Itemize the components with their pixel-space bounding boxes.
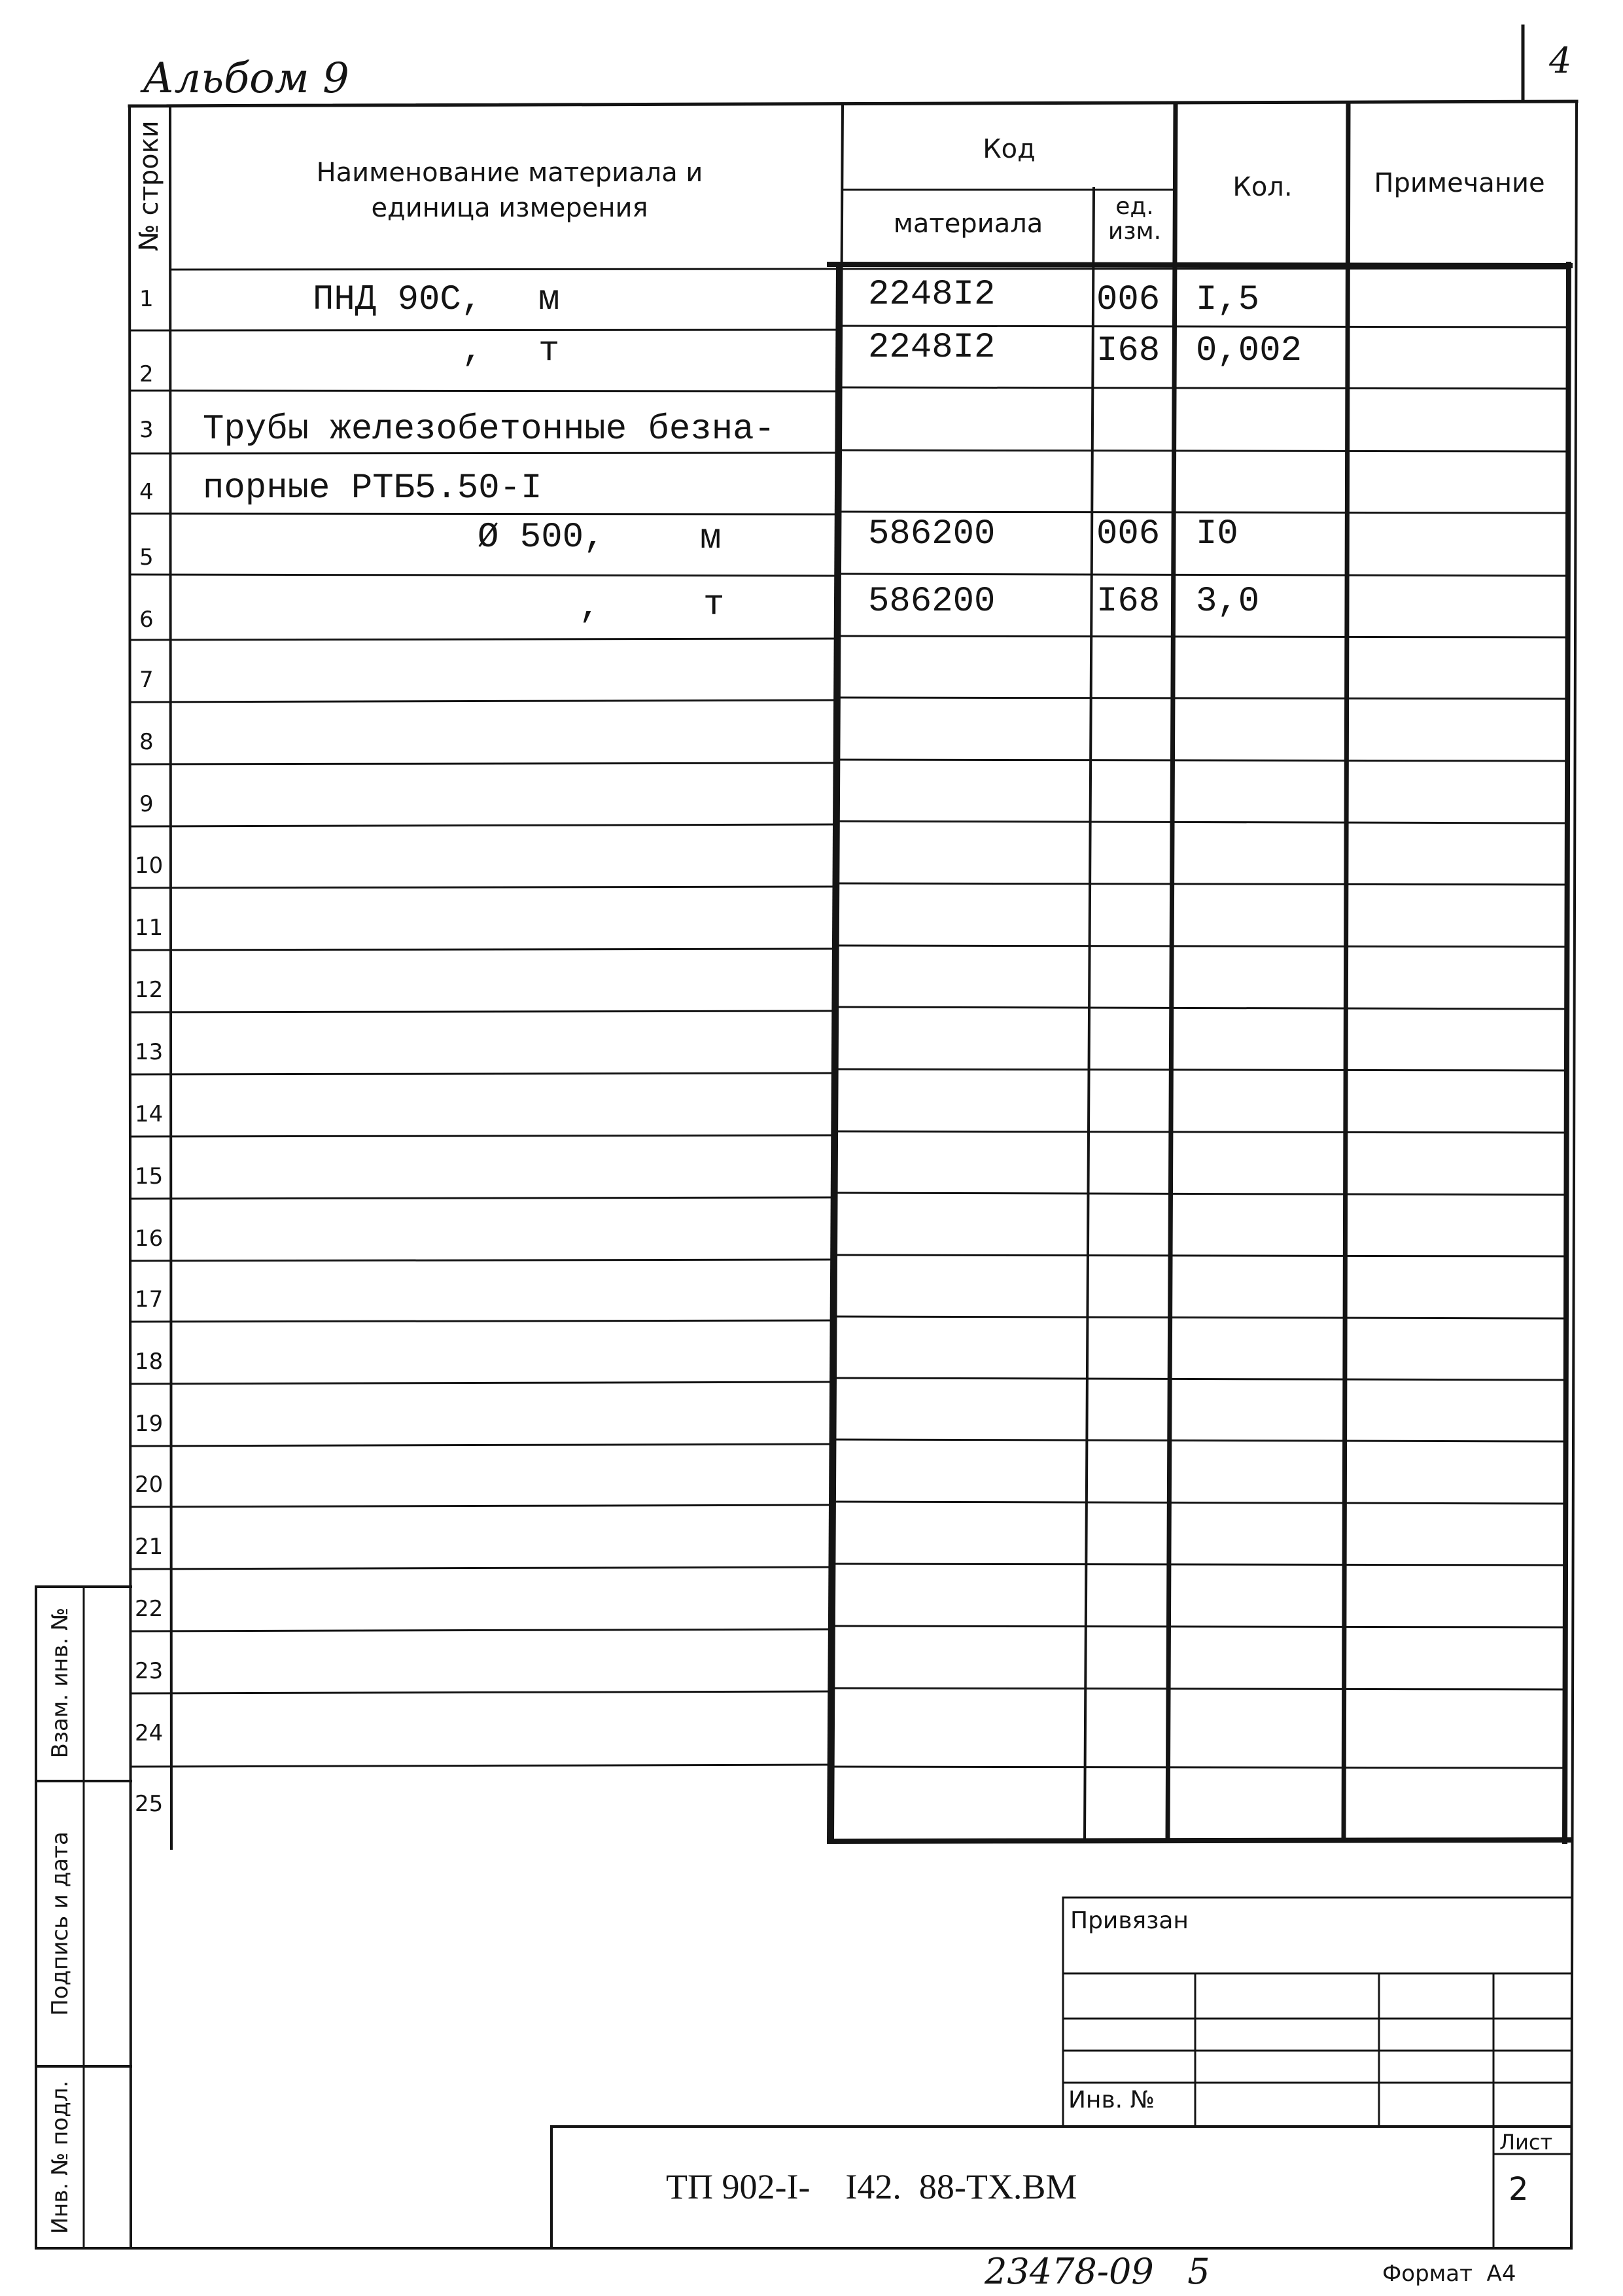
row-number: 3	[139, 417, 154, 443]
row-number: 23	[135, 1658, 164, 1684]
privyazan-label: Привязан	[1070, 1907, 1189, 1934]
row-4-name: порные РТБ5.50-I	[203, 468, 542, 508]
sheet-label: Лист	[1499, 2130, 1553, 2155]
row-number: 13	[135, 1039, 164, 1065]
row-number: 6	[139, 607, 154, 633]
row-1-material-code: 2248I2	[868, 275, 996, 315]
header-code-group: Код	[983, 134, 1036, 164]
row-number: 25	[135, 1791, 164, 1817]
row-number: 8	[139, 729, 154, 755]
row-number: 24	[135, 1720, 164, 1746]
row-5-unit: м	[700, 519, 722, 559]
header-material-code: материала	[893, 209, 1043, 239]
row-5-material-code: 586200	[868, 514, 996, 554]
stamp-podpis-data: Подпись и дата	[47, 1831, 73, 2016]
page-corner-number: 4	[1549, 40, 1572, 81]
row-5-qty: I0	[1196, 514, 1238, 554]
row-2-unit: т	[538, 331, 560, 371]
document-code: ТП 902-I- I42. 88-ТХ.ВМ	[666, 2167, 1077, 2206]
header-unit-code-line1: ед.	[1115, 193, 1154, 220]
row-6-material-code: 586200	[868, 582, 996, 622]
header-qty: Кол.	[1232, 172, 1293, 202]
row-number: 22	[135, 1596, 164, 1622]
row-number: 1	[139, 286, 154, 312]
row-2-material-code: 2248I2	[868, 328, 996, 368]
row-6-name: ,	[579, 588, 601, 627]
row-number: 17	[135, 1286, 164, 1313]
sheet-number: 2	[1509, 2171, 1529, 2208]
header-note: Примечание	[1374, 168, 1545, 198]
row-number: 16	[135, 1226, 164, 1252]
row-1-qty: I,5	[1196, 280, 1260, 320]
row-6-unit-code: I68	[1096, 582, 1161, 622]
format-label: Формат А4	[1382, 2261, 1516, 2287]
header-unit-code-line2: изм.	[1108, 218, 1162, 245]
row-number: 2	[139, 361, 154, 387]
row-1-unit: м	[538, 280, 560, 320]
row-number: 21	[135, 1534, 164, 1560]
header-row-number: № строки	[134, 120, 164, 251]
row-number: 14	[135, 1101, 164, 1127]
footer-handwritten-number: 23478-09 5	[985, 2251, 1210, 2292]
row-number: 15	[135, 1163, 164, 1190]
row-2-name: ,	[462, 331, 483, 371]
row-1-name: ПНД 90С,	[313, 280, 483, 320]
row-number: 4	[139, 479, 154, 505]
row-5-name: Ø 500,	[478, 518, 605, 557]
row-number: 9	[139, 791, 154, 817]
row-2-unit-code: I68	[1096, 331, 1161, 371]
row-1-unit-code: 006	[1096, 280, 1161, 320]
stamp-inv-podl: Инв. № подл.	[47, 2080, 73, 2234]
row-number: 5	[139, 544, 154, 571]
row-6-unit: т	[703, 585, 725, 625]
row-2-qty: 0,002	[1196, 331, 1302, 371]
header-name-line1: Наименование материала и	[316, 158, 703, 188]
inv-no-label: Инв. №	[1068, 2087, 1155, 2113]
row-number: 11	[135, 915, 164, 941]
row-number: 19	[135, 1411, 164, 1437]
row-number: 12	[135, 977, 164, 1003]
header-name-line2: единица измерения	[371, 193, 648, 223]
row-5-unit-code: 006	[1096, 514, 1161, 554]
row-number: 20	[135, 1472, 164, 1498]
row-number: 7	[139, 667, 154, 693]
row-3-name: Трубы железобетонные безна-	[203, 410, 775, 450]
row-6-qty: 3,0	[1196, 582, 1260, 622]
row-number: 18	[135, 1349, 164, 1375]
stamp-vzam-inv: Взам. инв. №	[47, 1607, 73, 1759]
row-number: 10	[135, 853, 164, 879]
album-label: Альбом 9	[143, 54, 349, 103]
